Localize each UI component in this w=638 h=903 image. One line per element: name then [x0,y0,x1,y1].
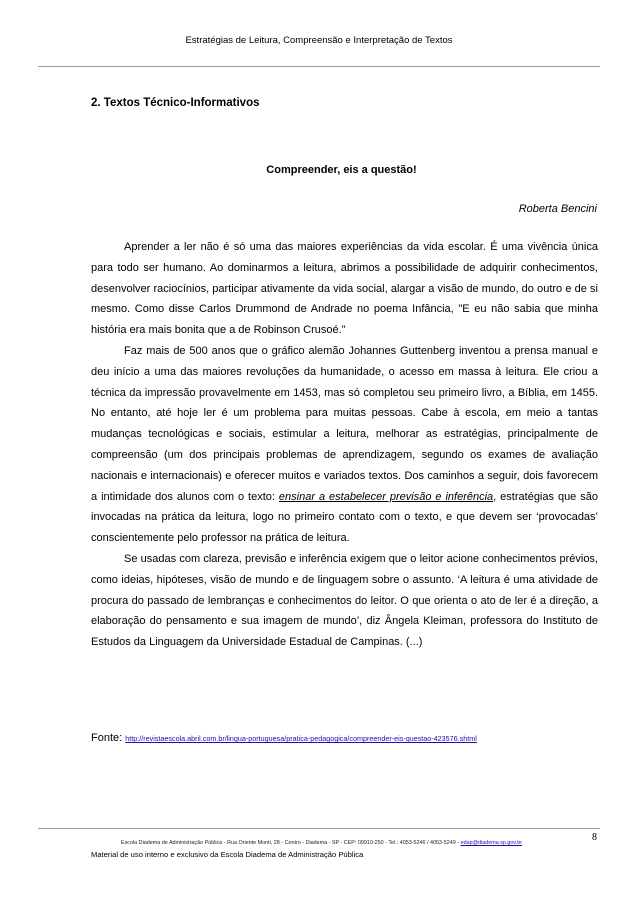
footer-address-text: Escola Diadema de Administração Pública - Rua Oriente Monti, 28 - Centro - Diadema - SP - CEP: 09910-250 - Tel.: 4053-5246 / 4053-5249 - [121,840,461,846]
paragraph-3: Se usadas com clareza, previsão e inferência exigem que o leitor acione conhecimentos prévios, como ideias, hipóteses, visão de mundo e de linguagem sobre o assunto. ‘A leitura é uma atividade de procura do passado de lembranças e conhecimentos do leitor. O que orienta o ato de ler é a direção, a elaboração do pensamento e sua imagem de mundo’, diz Ângela Kleiman, professora do Instituto de Estudos da Linguagem da Universidade Estadual de Campinas. (...) [91,552,598,649]
paragraph-2-end: , estratégias que são invocadas na prática da leitura, logo no primeiro contato com o texto, e que devem ser ‘provocadas’ conscientemente pelo professor na prática de leitura. [91,490,598,545]
paragraph-2-start: Faz mais de 500 anos que o gráfico alemão Johannes Guttenberg inventou a prensa manual e deu início a uma das maiores revoluções da humanidade, o acesso em massa à leitura. Ele criou a técnica da impressão provavelmente em 1453, mas só completou seu primeiro livro, a Bíblia, em 1455. No entanto, até hoje ler é um problema para muitas pessoas. Cabe à escola, em meio a tantas mudanças tecnológicas e sociais, estimular a leitura, melhorar as estratégias, principalmente de compreensão (um dos principais problemas de aprendizagem, segundo os exames de avaliação nacionais e internacionais) e oferecer muitos e variados textos. Dos caminhos a seguir, dois favorecem a intimidade dos alunos com o texto: [91,344,598,503]
footer-divider [38,828,600,829]
paragraph-2-emphasis: ensinar a estabelecer previsão e inferência [278,490,494,503]
footer-address [121,840,522,846]
page-number: 8 [592,832,597,843]
section-heading: 2. Textos Técnico-Informativos [91,97,260,109]
header-divider [38,66,600,67]
source-label: Fonte: [91,732,123,744]
paragraph-2 [91,341,598,549]
source-line [91,732,477,744]
article-title: Compreender, eis a questão! [266,164,417,176]
source-link[interactable]: http://revistaescola.abril.com.br/lingua-portuguesa/pratica-pedagogica/compreender-eis-questao-423576.shtml [125,734,477,743]
article-body [91,237,598,653]
article-author: Roberta Bencini [518,203,597,215]
running-header: Estratégias de Leitura, Compreensão e Interpretação de Textos [185,35,453,46]
paragraph-1: Aprender a ler não é só uma das maiores experiências da vida escolar. É uma vivência única para todo ser humano. Ao dominarmos a leitura, abrimos a possibilidade de adquirir conhecimentos, desenvolver raciocínios, participar ativamente da vida social, alargar a visão de mundo, do outro e de si mesmo. Como disse Carlos Drummond de Andrade no poema Infância, "E eu não sabia que minha história era mais bonita que a de Robinson Crusoé." [91,241,598,337]
footer-note: Material de uso interno e exclusivo da Escola Diadema de Administração Pública [91,850,364,859]
footer-email-link[interactable]: edap@diadema.sp.gov.br [460,840,523,846]
